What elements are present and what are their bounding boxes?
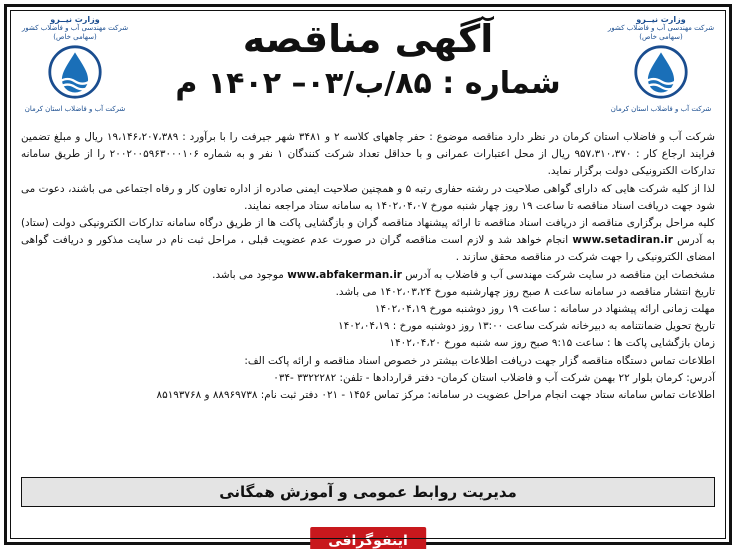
header bbox=[147, 17, 589, 103]
water-drop-emblem-icon bbox=[633, 44, 689, 100]
logo-ministry-text: وزارت نیــرو bbox=[636, 15, 686, 24]
tender-number-label: شماره : bbox=[442, 66, 561, 101]
procedure-text-a: کلیه مراحل برگزاری مناقصه از دریافت اسناد مناقصه تا ارائه پیشنهاد مناقصه گران و بازگشایی پاکت ها از طریق درگاه سامانه تدارکات الکترونیکی دولت (ستاد) به آدرس bbox=[21, 217, 715, 247]
setadiran-link[interactable]: www.setadiran.ir bbox=[572, 234, 673, 247]
paragraph-procedure bbox=[21, 215, 715, 267]
paragraph-website bbox=[21, 267, 715, 284]
tender-number-value: ۸۵/ب/۰۳– ۱۴۰۲ م bbox=[175, 66, 432, 101]
public-relations-footer: مدیریت روابط عمومی و آموزش همگانی bbox=[21, 477, 715, 507]
paragraph-contact-intro: اطلاعات تماس دستگاه مناقصه گزار جهت دریافت اطلاعات بیشتر در خصوص اسناد مناقصه و ارائه پاکت الف: bbox=[244, 354, 715, 367]
paragraph-deadline: مهلت زمانی ارائه پیشنهاد در سامانه : ساعت ۱۹ روز دوشنبه مورخ ۱۴۰۲،۰۴،۱۹ bbox=[374, 303, 715, 316]
paragraph-address: آدرس: کرمان بلوار ۲۲ بهمن شرکت آب و فاضلاب استان کرمان- دفتر قراردادها - تلفن: ۳۳۲۲۲۸۲ -۰۳۴ bbox=[273, 371, 715, 384]
abfakerman-link[interactable]: www.abfakerman.ir bbox=[287, 268, 402, 281]
infographic-tag: اینفوگرافی bbox=[310, 527, 426, 549]
page-title: آگهی مناقصه bbox=[242, 17, 494, 61]
website-text-b: موجود می باشد. bbox=[212, 268, 284, 281]
announcement-body bbox=[21, 129, 715, 404]
paragraph-publish-date: تاریخ انتشار مناقصه در سامانه ساعت ۸ صبح روز چهارشنبه مورخ ۱۴۰۲،۰۳،۲۴ می باشد. bbox=[335, 285, 715, 298]
logo-province-text: شرکت آب و فاضلاب استان کرمان bbox=[610, 105, 712, 113]
company-logo-right bbox=[601, 15, 721, 123]
logo-type-text: (سهامی خاص) bbox=[639, 33, 683, 41]
procedure-text-b: انجام خواهد شد و لازم است مناقصه گران در صورت عدم عضویت قبلی ، مراحل ثبت نام در سایت مذکور و دریافت گواهی امضای الکترونیکی را جهت شرکت در مناقصه محقق سازند . bbox=[21, 234, 715, 264]
tender-number bbox=[147, 65, 589, 103]
logo-ministry-text: وزارت نیــرو bbox=[50, 15, 100, 24]
logo-type-text: (سهامی خاص) bbox=[53, 33, 97, 41]
paragraph-setad-contact: اطلاعات تماس سامانه ستاد جهت انجام مراحل عضویت در سامانه: مرکز تماس ۱۴۵۶ - ۰۲۱ دفتر ثبت نام: ۸۸۹۶۹۷۳۸ و ۸۵۱۹۳۷۶۸ bbox=[156, 389, 715, 402]
website-text-a: مشخصات این مناقصه در سایت شرکت مهندسی آب و فاضلاب به آدرس bbox=[405, 268, 715, 281]
paragraph-subject: شرکت آب و فاضلاب استان کرمان در نظر دارد مناقصه موضوع : حفر چاههای کلاسه ۲ و ۳۴۸۱ شهر جیرفت را با برآورد : ۱۹،۱۴۶،۲۰۷،۳۸۹ ریال و مبلغ تضمین فرایند ارجاع کار : ۹۵۷،۳۱۰،۳۷۰ ریال از محل اعتبارات عمرانی و با حداقل تعداد شرکت کنندگان ۱ نفر و به شماره ۲۰۰۲۰۰۵۹۶۳۰۰۰۱۰۶ را از طریق سامانه تدارکات الکترونیکی دولت برگزار نماید. bbox=[21, 131, 716, 178]
paragraph-guarantee-date: تاریخ تحویل ضمانتنامه به دبیرخانه شرکت ساعت ۱۳:۰۰ روز دوشنبه مورخ : ۱۴۰۲،۰۴،۱۹ bbox=[338, 320, 715, 333]
paragraph-eligibility: لذا از کلیه شرکت هایی که دارای گواهی صلاحیت در رشته حفاری رتبه ۵ و همچنین صلاحیت ایمنی صادره از اداره تعاون کار و رفاه اجتماعی می باشند، دعوت می شود جهت دریافت اسناد مناقصه تا ساعت ۱۹ روز چهار شنبه مورخ ۱۴۰۲،۰۴،۰۷ به سامانه ستاد مراجعه نمایند. bbox=[21, 182, 715, 212]
company-logo-left bbox=[15, 15, 135, 123]
logo-company-text: شرکت مهندسی آب و فاضلاب کشور bbox=[21, 24, 129, 32]
logo-province-text: شرکت آب و فاضلاب استان کرمان bbox=[24, 105, 126, 113]
paragraph-opening-date: زمان بازگشایی پاکت ها : ساعت ۹:۱۵ صبح روز سه شنبه مورخ ۱۴۰۲،۰۴،۲۰ bbox=[389, 337, 715, 350]
water-drop-emblem-icon bbox=[47, 44, 103, 100]
advertisement-page bbox=[4, 4, 732, 549]
logo-company-text: شرکت مهندسی آب و فاضلاب کشور bbox=[607, 24, 715, 32]
